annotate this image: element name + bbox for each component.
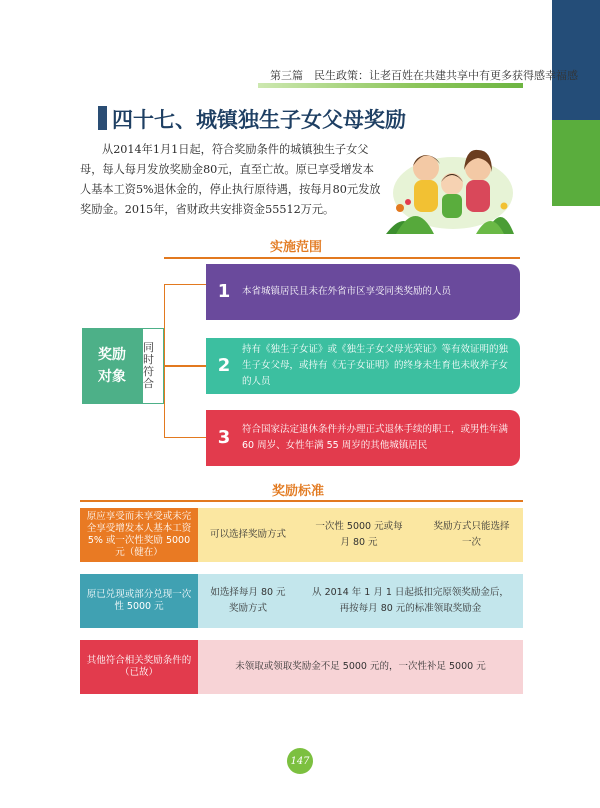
reward-target-line1: 奖励 bbox=[98, 347, 126, 363]
reward-target-label bbox=[82, 328, 142, 404]
header-gradient-bar bbox=[258, 83, 523, 88]
side-tab-navy bbox=[552, 0, 600, 120]
page-number: 147 bbox=[287, 748, 313, 774]
scope-heading: 实施范围 bbox=[270, 240, 323, 255]
standard-cell: 未领取或领取奖励金不足 5000 元的，一次性补足 5000 元 bbox=[235, 661, 486, 672]
standard-cell: 如选择每月 80 元奖励方式 bbox=[210, 587, 286, 614]
scope-item-3 bbox=[206, 410, 520, 466]
bracket-mid bbox=[164, 365, 206, 367]
scope-divider bbox=[164, 257, 520, 259]
chapter-header: 第三篇 民生政策：让老百姓在共建共享中有更多获得感幸福感 bbox=[270, 69, 578, 82]
standard-row bbox=[80, 640, 523, 694]
standard-row-label: 原已兑现或部分兑现一次性 5000 元 bbox=[80, 574, 198, 628]
standard-cell: 从 2014 年 1 月 1 日起抵扣完原领奖励金后，再按每月 80 元的标准领取奖励金 bbox=[312, 587, 509, 614]
standard-row-body bbox=[198, 640, 523, 694]
standard-cell: 可以选择奖励方式 bbox=[210, 529, 287, 540]
title-marker bbox=[98, 106, 107, 130]
scope-item-text: 持有《独生子女证》或《独生子女父母光荣证》等有效证明的独生子女父母，或持有《无子女证明》的终身未生育也未收养子女的人员 bbox=[242, 344, 509, 387]
simultaneous-label bbox=[142, 328, 164, 404]
scope-item-number: 3 bbox=[217, 427, 231, 448]
standard-heading: 奖励标准 bbox=[272, 484, 325, 499]
scope-item-number: 1 bbox=[217, 281, 231, 302]
scope-item-1 bbox=[206, 264, 520, 320]
side-tab-green bbox=[552, 120, 600, 206]
bracket-connector bbox=[164, 284, 206, 438]
standard-row bbox=[80, 508, 523, 562]
simultaneous-line1: 同时 bbox=[143, 341, 154, 366]
standard-row-label: 其他符合相关奖励条件的（已故） bbox=[80, 640, 198, 694]
scope-item-text: 符合国家法定退休条件并办理正式退休手续的职工，或男性年满 60 周岁、女性年满 55 周岁的其他城镇居民 bbox=[242, 424, 509, 451]
scope-item-number: 2 bbox=[217, 355, 231, 376]
standard-row-body bbox=[198, 574, 523, 628]
reward-target-line2: 对象 bbox=[98, 369, 126, 385]
standard-cell: 奖励方式只能选择一次 bbox=[433, 521, 510, 548]
standard-row-body bbox=[198, 508, 523, 562]
standard-row-label: 原应享受而未享受或未完全享受增发本人基本工资 5% 或一次性奖励 5000 元（健在） bbox=[80, 508, 198, 562]
simultaneous-line2: 符合 bbox=[143, 365, 154, 390]
standard-divider bbox=[80, 500, 523, 502]
scope-item-2 bbox=[206, 338, 520, 394]
intro-paragraph: 从2014年1月1日起，符合奖励条件的城镇独生子女父母，每人每月发放奖励金80元，直至亡故。原已享受增发本人基本工资5%退休金的，停止执行原待遇，按每月80元发放奖励金。2015年，省财政共安排资金55512万元。 bbox=[80, 143, 381, 216]
standard-cell: 一次性 5000 元或每月 80 元 bbox=[315, 521, 403, 548]
family-illustration bbox=[386, 138, 521, 234]
scope-item-text: 本省城镇居民且未在外省市区享受同类奖励的人员 bbox=[242, 286, 452, 297]
standard-row bbox=[80, 574, 523, 628]
page-title: 四十七、城镇独生子女父母奖励 bbox=[112, 108, 406, 132]
